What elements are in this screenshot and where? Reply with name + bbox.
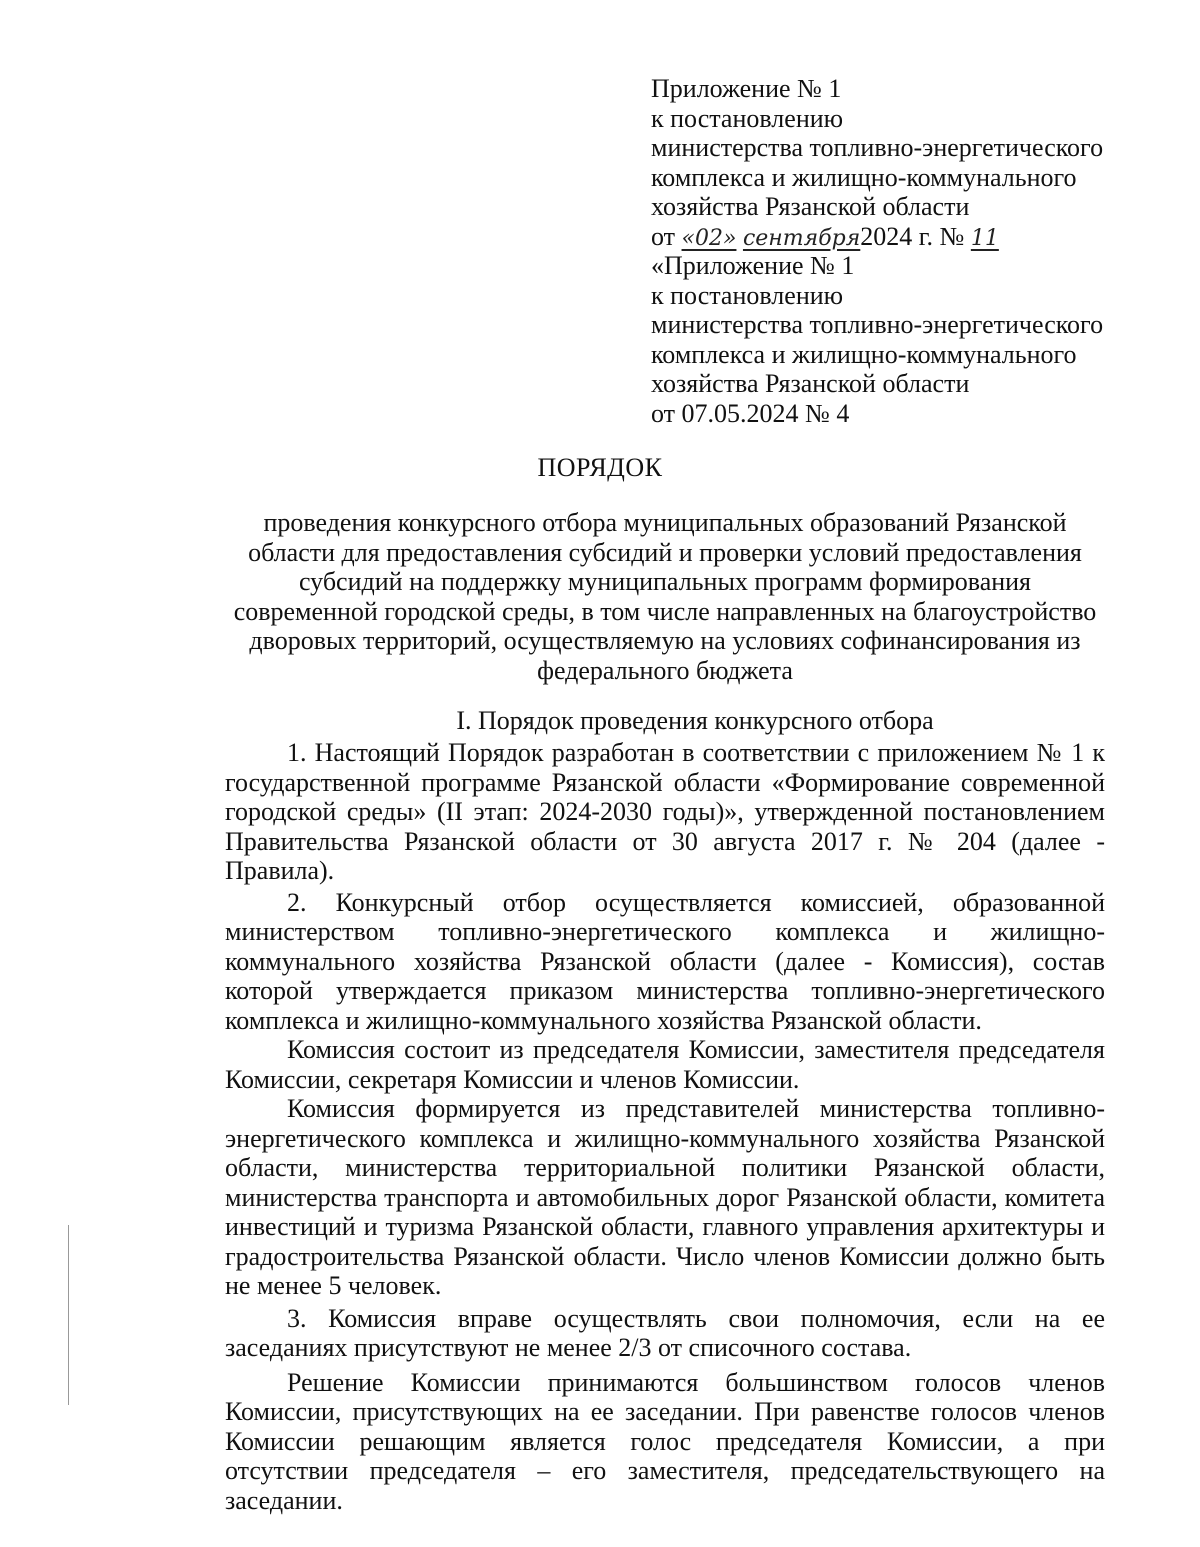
document-body bbox=[225, 738, 1105, 1515]
scan-margin-line bbox=[68, 1225, 69, 1405]
paragraph: Решение Комиссии принимаются большинством голосов членов Комиссии, присутствующих на ее заседании. При равенстве голосов членов Комиссии решающим является голос председателя Комиссии, а при отсутствии председателя – его заместителя, председательствующего на заседании. bbox=[225, 1367, 1105, 1515]
date-year: 2024 г. bbox=[860, 221, 934, 251]
document-title: ПОРЯДОК bbox=[537, 453, 663, 482]
date-prefix: от bbox=[651, 221, 676, 251]
paragraph: Комиссия состоит из председателя Комиссии, заместителя председателя Комиссии, секретаря Комиссии и членов Комиссии. bbox=[225, 1035, 1105, 1094]
appendix-line: министерства топливно-энергетического bbox=[651, 133, 1104, 162]
paragraph: 2. Конкурсный отбор осуществляется комиссией, образованной министерством топливно-энергетического комплекса и жилищно-коммунального хозяйства Рязанской области (далее - Комиссия), состав которой утверждается приказом министерства топливно-энергетического комплекса и жилищно-коммунального хозяйства Рязанской области. bbox=[225, 887, 1105, 1035]
appendix-date-line bbox=[651, 222, 1121, 252]
quoted-appendix-line: комплекса и жилищно-коммунального bbox=[651, 339, 1077, 369]
quoted-appendix-line: от 07.05.2024 № 4 bbox=[651, 398, 850, 428]
appendix-block bbox=[651, 74, 1121, 428]
paragraph: 3. Комиссия вправе осуществлять свои полномочия, если на ее заседаниях присутствуют не менее 2/3 от списочного состава. bbox=[225, 1303, 1105, 1362]
appendix-line: Приложение № 1 bbox=[651, 74, 842, 103]
quoted-appendix-line: к постановлению bbox=[651, 280, 844, 310]
quoted-appendix-line: «Приложение № 1 bbox=[651, 251, 855, 280]
paragraph: Комиссия формируется из представителей министерства топливно-энергетического комплекса и жилищно-коммунального хозяйства Рязанской области, министерства территориальной политики Рязанской области, министерства транспорта и автомобильных дорог Рязанской области, комитета инвестиций и туризма Рязанской области, главного управления архитектуры и градостроительства Рязанской области. Число членов Комиссии должно быть не менее 5 человек. bbox=[225, 1094, 1105, 1300]
paragraph: 1. Настоящий Порядок разработан в соответствии с приложением № 1 к государственной программе Рязанской области «Формирование современной городской среды» (II этап: 2024-2030 годы)», утвержденной постановлением Правительства Рязанской области от 30 августа 2017 г. № 204 (далее - Правила). bbox=[225, 738, 1105, 885]
appendix-line: хозяйства Рязанской области bbox=[651, 192, 970, 221]
appendix-line: комплекса и жилищно-коммунального bbox=[651, 162, 1077, 192]
section-heading: I. Порядок проведения конкурсного отбора bbox=[456, 706, 934, 735]
handwritten-month: сентября bbox=[742, 225, 861, 251]
handwritten-day: «02» bbox=[681, 225, 737, 251]
number-sign: № bbox=[939, 221, 965, 251]
document-subtitle: проведения конкурсного отбора муниципальных образований Рязанской области для предоставления субсидий и проверки условий предоставления субсидий на поддержку муниципальных программ формирования современной городской среды, в том числе направленных на благоустройство дворовых территорий, осуществляемую на условиях софинансирования из федерального бюджета bbox=[233, 508, 1097, 685]
quoted-appendix-line: министерства топливно-энергетического bbox=[651, 310, 1104, 339]
quoted-appendix-line: хозяйства Рязанской области bbox=[651, 369, 970, 398]
appendix-line: к постановлению bbox=[651, 103, 844, 133]
handwritten-number: 11 bbox=[970, 225, 999, 251]
